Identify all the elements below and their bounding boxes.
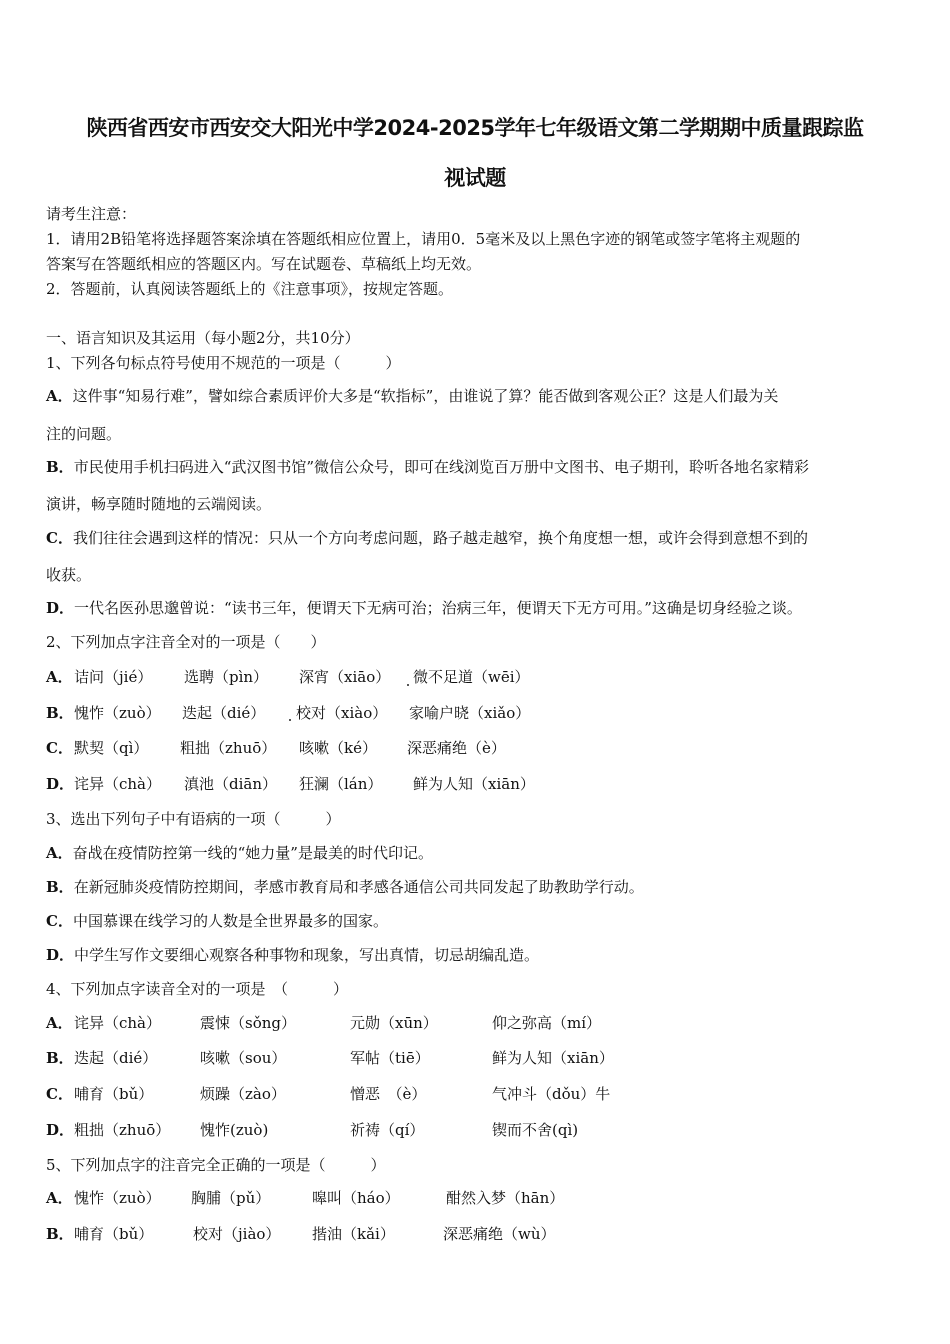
option-item: 震悚（sǒng）	[200, 1014, 296, 1032]
page-title-continued: 视试题	[444, 166, 506, 190]
notice-heading: 请考生注意：	[46, 205, 137, 223]
question-1-option-a	[46, 385, 778, 406]
question-1-option-a-continued: 注的问题。	[46, 425, 122, 443]
option-label: B．	[46, 1049, 74, 1067]
question-5-stem: 5、下列加点字的注音完全正确的一项是（ ）	[46, 1156, 386, 1174]
option-item: 鲜为人知（xiān）	[492, 1049, 614, 1067]
option-label: C．	[46, 912, 73, 930]
option-label: A．	[46, 668, 73, 686]
option-label: D．	[46, 599, 75, 617]
question-3-option-d	[46, 944, 539, 965]
option-item: 憎恶 （è）	[350, 1085, 427, 1103]
option-text: 我们往往会遇到这样的情况：只从一个方向考虑问题，路子越走越窄，换个角度想一想，或许会得到意想不到的	[72, 529, 808, 547]
option-item: 迭起（dié）	[182, 704, 266, 722]
question-1-option-c-continued: 收获。	[46, 566, 92, 584]
option-item: 深宵（xiāo）	[299, 668, 391, 686]
option-item: 哺育（bǔ）	[74, 1225, 154, 1243]
option-item: 胸脯（pǔ）	[191, 1189, 271, 1207]
question-3-option-a	[46, 842, 433, 863]
option-item: 愧怍（zuò）	[74, 1189, 161, 1207]
option-text: 中学生写作文要细心观察各种事物和现象，写出真情，切忌胡编乱造。	[74, 946, 540, 964]
question-1-option-d	[46, 597, 802, 618]
option-label: D．	[46, 946, 75, 964]
option-label: B．	[46, 458, 74, 476]
option-text: 这件事“知易行难”，譬如综合素质评价大多是“软指标”，由谁说了算？能否做到客观公正？这是人们最为关	[72, 387, 779, 405]
option-item: 选聘（pìn）	[184, 668, 269, 686]
option-label: B．	[46, 704, 74, 722]
option-item: 默契（qì）	[74, 739, 149, 757]
question-1-stem: 1、下列各句标点符号使用不规范的一项是（ ）	[46, 354, 401, 372]
option-label: A．	[46, 1189, 73, 1207]
option-item: 校对（xiào）	[296, 704, 388, 722]
option-item: 迭起（dié）	[74, 1049, 158, 1067]
option-label: C．	[46, 739, 73, 757]
option-item: 校对（jiào）	[193, 1225, 281, 1243]
option-item: 愧怍（zuò）	[74, 704, 161, 722]
option-item: 家喻户晓（xiǎo）	[409, 704, 531, 722]
option-text: 中国慕课在线学习的人数是全世界最多的国家。	[72, 912, 388, 930]
notice-item-1: 1．请用2B铅笔将选择题答案涂填在答题纸相应位置上，请用0．5毫米及以上黑色字迹的钢笔或签字笔将主观题的	[46, 230, 801, 248]
question-3-option-b	[46, 876, 644, 897]
option-item: 深恶痛绝（è）	[407, 739, 506, 757]
option-label: A．	[46, 844, 73, 862]
option-item: 祈祷（qí）	[350, 1121, 425, 1139]
notice-item-1-continued: 答案写在答题纸相应的答题区内。写在试题卷、草稿纸上均无效。	[46, 255, 482, 273]
emphasis-dot	[407, 684, 409, 686]
question-2-stem: 2、下列加点字注音全对的一项是（ ）	[46, 633, 326, 651]
option-item: 军帖（tiē）	[350, 1049, 430, 1067]
option-text: 奋战在疫情防控第一线的“她力量”是最美的时代印记。	[72, 844, 433, 862]
option-item: 愧怍(zuò)	[200, 1121, 269, 1139]
option-text: 一代名医孙思邈曾说：“读书三年，便谓天下无病可治；治病三年，便谓天下无方可用。”这确是切身经验之谈。	[74, 599, 802, 617]
question-3-stem: 3、选出下列句子中有语病的一项（ ）	[46, 810, 341, 828]
question-4-stem: 4、下列加点字读音全对的一项是 （ ）	[46, 980, 349, 998]
option-item: 滇池（diān）	[184, 775, 278, 793]
emphasis-dot	[289, 719, 291, 721]
option-item: 气冲斗（dǒu）牛	[492, 1085, 611, 1103]
option-label: C．	[46, 529, 73, 547]
option-label: B．	[46, 878, 74, 896]
notice-item-2: 2．答题前，认真阅读答题纸上的《注意事项》，按规定答题。	[46, 280, 454, 298]
option-item: 元勋（xūn）	[350, 1014, 438, 1032]
option-label: A．	[46, 1014, 73, 1032]
option-item: 酣然入梦（hān）	[446, 1189, 565, 1207]
option-label: B．	[46, 1225, 74, 1243]
section-heading: 一、语言知识及其运用（每小题2分，共10分）	[46, 329, 360, 347]
option-item: 咳嗽（ké）	[299, 739, 377, 757]
question-1-option-c	[46, 527, 808, 548]
question-3-option-c	[46, 910, 388, 931]
option-item: 诘问（jié）	[74, 668, 153, 686]
option-item: 粗拙（zhuō）	[180, 739, 277, 757]
option-item: 哺育（bǔ）	[74, 1085, 154, 1103]
option-item: 揩油（kǎi）	[312, 1225, 395, 1243]
option-item: 锲而不舍(qì)	[492, 1121, 579, 1139]
option-item: 嗥叫（háo）	[312, 1189, 400, 1207]
option-item: 微不足道（wēi）	[413, 668, 530, 686]
option-item: 咳嗽（sou）	[200, 1049, 287, 1067]
option-text: 市民使用手机扫码进入“武汉图书馆”微信公众号，即可在线浏览百万册中文图书、电子期刊，聆听各地名家精彩	[73, 458, 810, 476]
option-item: 鲜为人知（xiān）	[413, 775, 535, 793]
page-title: 陕西省西安市西安交大阳光中学2024-2025学年七年级语文第二学期期中质量跟踪监	[86, 116, 864, 140]
option-label: D．	[46, 1121, 75, 1139]
option-item: 诧异（chà）	[74, 775, 162, 793]
option-item: 狂澜（lán）	[299, 775, 383, 793]
option-label: C．	[46, 1085, 73, 1103]
option-item: 烦躁（zào）	[200, 1085, 286, 1103]
question-1-option-b	[46, 456, 809, 477]
option-item: 诧异（chà）	[74, 1014, 162, 1032]
option-text: 在新冠肺炎疫情防控期间，孝感市教育局和孝感各通信公司共同发起了助教助学行动。	[73, 878, 644, 896]
option-item: 仰之弥高（mí）	[492, 1014, 602, 1032]
option-label: A．	[46, 387, 73, 405]
option-item: 深恶痛绝（wù）	[443, 1225, 556, 1243]
option-item: 粗拙（zhuō）	[74, 1121, 171, 1139]
question-1-option-b-continued: 演讲，畅享随时随地的云端阅读。	[46, 495, 272, 513]
option-label: D．	[46, 775, 75, 793]
